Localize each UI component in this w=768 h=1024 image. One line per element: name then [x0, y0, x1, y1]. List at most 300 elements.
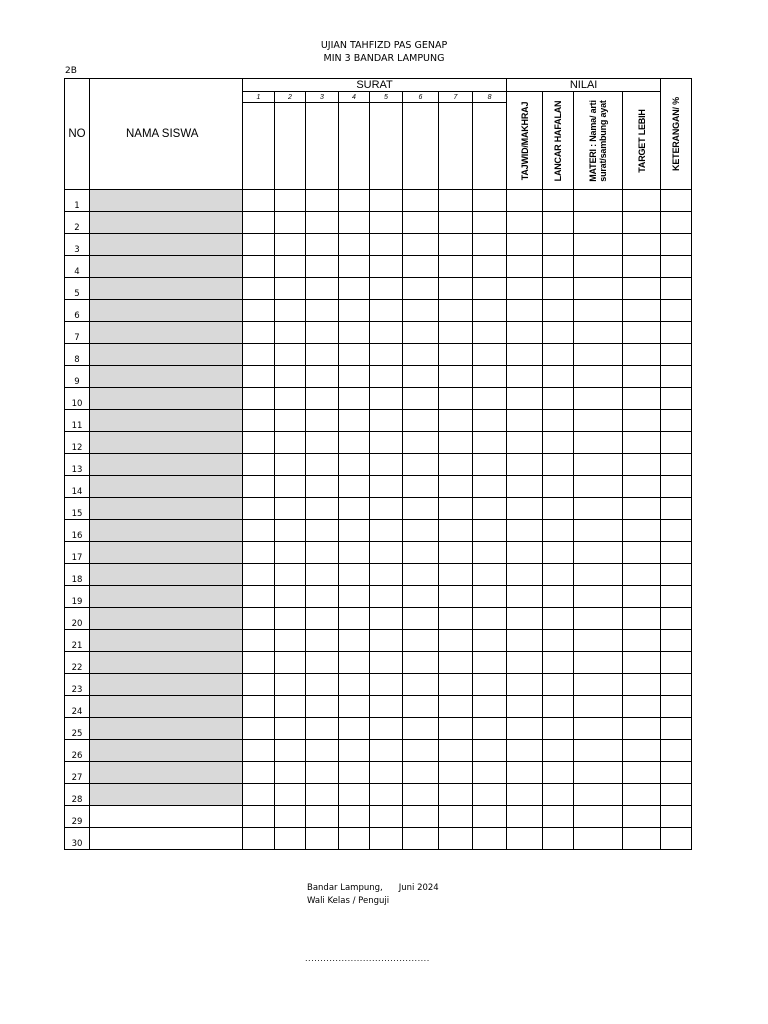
nilai-score-cell[interactable] [543, 410, 574, 432]
surat-score-cell[interactable] [439, 322, 473, 344]
surat-score-cell[interactable] [275, 806, 306, 828]
nilai-score-cell[interactable] [543, 762, 574, 784]
student-name-cell[interactable] [90, 344, 243, 366]
surat-score-cell[interactable] [275, 674, 306, 696]
surat-score-cell[interactable] [473, 454, 507, 476]
surat-score-cell[interactable] [306, 542, 339, 564]
keterangan-cell[interactable] [661, 366, 692, 388]
keterangan-cell[interactable] [661, 762, 692, 784]
nilai-score-cell[interactable] [543, 322, 574, 344]
nilai-score-cell[interactable] [574, 806, 623, 828]
keterangan-cell[interactable] [661, 674, 692, 696]
keterangan-cell[interactable] [661, 388, 692, 410]
surat-score-cell[interactable] [370, 696, 403, 718]
surat-score-cell[interactable] [439, 696, 473, 718]
surat-score-cell[interactable] [403, 630, 439, 652]
keterangan-cell[interactable] [661, 718, 692, 740]
keterangan-cell[interactable] [661, 234, 692, 256]
surat-score-cell[interactable] [370, 234, 403, 256]
surat-score-cell[interactable] [370, 718, 403, 740]
nilai-score-cell[interactable] [574, 630, 623, 652]
surat-score-cell[interactable] [370, 256, 403, 278]
nilai-score-cell[interactable] [507, 630, 543, 652]
surat-score-cell[interactable] [306, 652, 339, 674]
surat-score-cell[interactable] [306, 674, 339, 696]
surat-score-cell[interactable] [473, 608, 507, 630]
nilai-score-cell[interactable] [623, 520, 661, 542]
student-name-cell[interactable] [90, 564, 243, 586]
surat-score-cell[interactable] [370, 322, 403, 344]
nilai-score-cell[interactable] [574, 322, 623, 344]
keterangan-cell[interactable] [661, 454, 692, 476]
surat-score-cell[interactable] [243, 476, 275, 498]
surat-score-cell[interactable] [473, 784, 507, 806]
student-name-cell[interactable] [90, 410, 243, 432]
surat-score-cell[interactable] [370, 344, 403, 366]
nilai-score-cell[interactable] [507, 608, 543, 630]
surat-score-cell[interactable] [306, 388, 339, 410]
surat-score-cell[interactable] [339, 278, 370, 300]
nilai-score-cell[interactable] [623, 256, 661, 278]
nilai-score-cell[interactable] [623, 586, 661, 608]
surat-score-cell[interactable] [403, 608, 439, 630]
surat-score-cell[interactable] [403, 476, 439, 498]
surat-score-cell[interactable] [473, 542, 507, 564]
student-name-cell[interactable] [90, 696, 243, 718]
nilai-score-cell[interactable] [574, 652, 623, 674]
surat-score-cell[interactable] [306, 322, 339, 344]
surat-score-cell[interactable] [339, 806, 370, 828]
nilai-score-cell[interactable] [574, 256, 623, 278]
surat-score-cell[interactable] [275, 740, 306, 762]
surat-score-cell[interactable] [243, 234, 275, 256]
nilai-score-cell[interactable] [574, 190, 623, 212]
keterangan-cell[interactable] [661, 498, 692, 520]
surat-score-cell[interactable] [339, 696, 370, 718]
surat-score-cell[interactable] [473, 762, 507, 784]
surat-score-cell[interactable] [275, 366, 306, 388]
nilai-score-cell[interactable] [574, 586, 623, 608]
surat-score-cell[interactable] [403, 740, 439, 762]
student-name-cell[interactable] [90, 762, 243, 784]
surat-score-cell[interactable] [275, 828, 306, 850]
surat-score-cell[interactable] [473, 498, 507, 520]
surat-score-cell[interactable] [275, 454, 306, 476]
surat-score-cell[interactable] [243, 806, 275, 828]
nilai-score-cell[interactable] [543, 344, 574, 366]
nilai-score-cell[interactable] [543, 652, 574, 674]
nilai-score-cell[interactable] [574, 718, 623, 740]
surat-score-cell[interactable] [473, 190, 507, 212]
keterangan-cell[interactable] [661, 806, 692, 828]
nilai-score-cell[interactable] [574, 784, 623, 806]
surat-score-cell[interactable] [306, 520, 339, 542]
surat-score-cell[interactable] [439, 344, 473, 366]
surat-score-cell[interactable] [439, 256, 473, 278]
surat-score-cell[interactable] [339, 784, 370, 806]
surat-score-cell[interactable] [439, 608, 473, 630]
surat-score-cell[interactable] [306, 344, 339, 366]
nilai-score-cell[interactable] [543, 542, 574, 564]
nilai-score-cell[interactable] [574, 300, 623, 322]
surat-score-cell[interactable] [243, 784, 275, 806]
surat-score-cell[interactable] [243, 366, 275, 388]
surat-score-cell[interactable] [243, 322, 275, 344]
surat-score-cell[interactable] [306, 630, 339, 652]
surat-score-cell[interactable] [339, 520, 370, 542]
surat-score-cell[interactable] [473, 586, 507, 608]
nilai-score-cell[interactable] [507, 784, 543, 806]
nilai-score-cell[interactable] [623, 652, 661, 674]
surat-score-cell[interactable] [243, 828, 275, 850]
surat-score-cell[interactable] [339, 212, 370, 234]
surat-score-cell[interactable] [339, 432, 370, 454]
nilai-score-cell[interactable] [543, 674, 574, 696]
nilai-score-cell[interactable] [507, 322, 543, 344]
surat-score-cell[interactable] [403, 454, 439, 476]
surat-score-cell[interactable] [243, 520, 275, 542]
keterangan-cell[interactable] [661, 740, 692, 762]
surat-score-cell[interactable] [473, 256, 507, 278]
surat-score-cell[interactable] [370, 630, 403, 652]
surat-score-cell[interactable] [243, 410, 275, 432]
surat-score-cell[interactable] [370, 806, 403, 828]
nilai-score-cell[interactable] [507, 388, 543, 410]
surat-score-cell[interactable] [473, 696, 507, 718]
surat-score-cell[interactable] [275, 520, 306, 542]
surat-score-cell[interactable] [403, 652, 439, 674]
nilai-score-cell[interactable] [507, 542, 543, 564]
nilai-score-cell[interactable] [623, 212, 661, 234]
nilai-score-cell[interactable] [507, 740, 543, 762]
surat-score-cell[interactable] [306, 498, 339, 520]
nilai-score-cell[interactable] [507, 762, 543, 784]
surat-score-cell[interactable] [275, 476, 306, 498]
surat-score-cell[interactable] [243, 542, 275, 564]
student-name-cell[interactable] [90, 322, 243, 344]
nilai-score-cell[interactable] [543, 278, 574, 300]
surat-score-cell[interactable] [403, 762, 439, 784]
surat-score-cell[interactable] [439, 564, 473, 586]
nilai-score-cell[interactable] [574, 674, 623, 696]
nilai-score-cell[interactable] [623, 630, 661, 652]
keterangan-cell[interactable] [661, 586, 692, 608]
surat-score-cell[interactable] [306, 190, 339, 212]
surat-score-cell[interactable] [306, 762, 339, 784]
surat-score-cell[interactable] [339, 190, 370, 212]
surat-score-cell[interactable] [306, 300, 339, 322]
nilai-score-cell[interactable] [623, 278, 661, 300]
surat-score-cell[interactable] [275, 564, 306, 586]
surat-score-cell[interactable] [473, 410, 507, 432]
nilai-score-cell[interactable] [507, 674, 543, 696]
nilai-score-cell[interactable] [507, 278, 543, 300]
surat-score-cell[interactable] [473, 674, 507, 696]
surat-score-cell[interactable] [243, 432, 275, 454]
surat-score-cell[interactable] [403, 432, 439, 454]
nilai-score-cell[interactable] [507, 828, 543, 850]
nilai-score-cell[interactable] [623, 366, 661, 388]
surat-score-cell[interactable] [275, 322, 306, 344]
surat-score-cell[interactable] [439, 278, 473, 300]
surat-score-cell[interactable] [439, 234, 473, 256]
nilai-score-cell[interactable] [543, 366, 574, 388]
surat-score-cell[interactable] [275, 410, 306, 432]
surat-score-cell[interactable] [243, 454, 275, 476]
surat-score-cell[interactable] [403, 410, 439, 432]
surat-score-cell[interactable] [370, 652, 403, 674]
nilai-score-cell[interactable] [623, 322, 661, 344]
surat-score-cell[interactable] [439, 498, 473, 520]
nilai-score-cell[interactable] [543, 608, 574, 630]
surat-score-cell[interactable] [370, 388, 403, 410]
surat-score-cell[interactable] [473, 652, 507, 674]
surat-score-cell[interactable] [339, 718, 370, 740]
surat-score-cell[interactable] [306, 234, 339, 256]
nilai-score-cell[interactable] [543, 234, 574, 256]
surat-score-cell[interactable] [473, 300, 507, 322]
surat-score-cell[interactable] [370, 542, 403, 564]
surat-score-cell[interactable] [439, 784, 473, 806]
surat-score-cell[interactable] [403, 256, 439, 278]
nilai-score-cell[interactable] [574, 432, 623, 454]
nilai-score-cell[interactable] [574, 410, 623, 432]
surat-score-cell[interactable] [306, 718, 339, 740]
surat-score-cell[interactable] [243, 740, 275, 762]
surat-score-cell[interactable] [243, 630, 275, 652]
surat-score-cell[interactable] [473, 388, 507, 410]
nilai-score-cell[interactable] [507, 696, 543, 718]
surat-score-cell[interactable] [403, 542, 439, 564]
student-name-cell[interactable] [90, 520, 243, 542]
surat-score-cell[interactable] [306, 454, 339, 476]
nilai-score-cell[interactable] [543, 718, 574, 740]
keterangan-cell[interactable] [661, 652, 692, 674]
surat-score-cell[interactable] [306, 806, 339, 828]
nilai-score-cell[interactable] [574, 212, 623, 234]
surat-score-cell[interactable] [275, 388, 306, 410]
surat-score-cell[interactable] [243, 212, 275, 234]
surat-score-cell[interactable] [339, 300, 370, 322]
surat-score-cell[interactable] [370, 498, 403, 520]
nilai-score-cell[interactable] [543, 806, 574, 828]
surat-score-cell[interactable] [275, 784, 306, 806]
surat-score-cell[interactable] [275, 212, 306, 234]
nilai-score-cell[interactable] [507, 454, 543, 476]
keterangan-cell[interactable] [661, 300, 692, 322]
surat-score-cell[interactable] [243, 388, 275, 410]
nilai-score-cell[interactable] [574, 608, 623, 630]
nilai-score-cell[interactable] [507, 432, 543, 454]
surat-score-cell[interactable] [339, 608, 370, 630]
surat-score-cell[interactable] [439, 652, 473, 674]
surat-score-cell[interactable] [370, 564, 403, 586]
student-name-cell[interactable] [90, 432, 243, 454]
surat-score-cell[interactable] [275, 498, 306, 520]
surat-score-cell[interactable] [439, 190, 473, 212]
keterangan-cell[interactable] [661, 322, 692, 344]
surat-score-cell[interactable] [370, 454, 403, 476]
surat-score-cell[interactable] [243, 498, 275, 520]
keterangan-cell[interactable] [661, 542, 692, 564]
nilai-score-cell[interactable] [623, 564, 661, 586]
nilai-score-cell[interactable] [574, 696, 623, 718]
student-name-cell[interactable] [90, 828, 243, 850]
student-name-cell[interactable] [90, 608, 243, 630]
nilai-score-cell[interactable] [623, 828, 661, 850]
surat-score-cell[interactable] [439, 476, 473, 498]
surat-score-cell[interactable] [473, 520, 507, 542]
surat-score-cell[interactable] [473, 630, 507, 652]
keterangan-cell[interactable] [661, 696, 692, 718]
surat-score-cell[interactable] [439, 542, 473, 564]
surat-score-cell[interactable] [275, 608, 306, 630]
nilai-score-cell[interactable] [543, 586, 574, 608]
surat-score-cell[interactable] [339, 586, 370, 608]
surat-score-cell[interactable] [339, 740, 370, 762]
nilai-score-cell[interactable] [507, 652, 543, 674]
surat-score-cell[interactable] [275, 696, 306, 718]
surat-score-cell[interactable] [243, 696, 275, 718]
nilai-score-cell[interactable] [623, 498, 661, 520]
surat-score-cell[interactable] [243, 256, 275, 278]
keterangan-cell[interactable] [661, 190, 692, 212]
surat-score-cell[interactable] [339, 234, 370, 256]
surat-score-cell[interactable] [473, 322, 507, 344]
student-name-cell[interactable] [90, 652, 243, 674]
nilai-score-cell[interactable] [574, 762, 623, 784]
surat-score-cell[interactable] [370, 608, 403, 630]
surat-score-cell[interactable] [473, 278, 507, 300]
surat-score-cell[interactable] [339, 344, 370, 366]
nilai-score-cell[interactable] [543, 520, 574, 542]
surat-score-cell[interactable] [370, 300, 403, 322]
surat-score-cell[interactable] [473, 740, 507, 762]
surat-score-cell[interactable] [439, 454, 473, 476]
nilai-score-cell[interactable] [543, 696, 574, 718]
surat-score-cell[interactable] [403, 278, 439, 300]
surat-score-cell[interactable] [339, 454, 370, 476]
surat-score-cell[interactable] [275, 344, 306, 366]
surat-score-cell[interactable] [243, 344, 275, 366]
surat-score-cell[interactable] [370, 366, 403, 388]
surat-score-cell[interactable] [403, 696, 439, 718]
student-name-cell[interactable] [90, 718, 243, 740]
nilai-score-cell[interactable] [574, 366, 623, 388]
surat-score-cell[interactable] [439, 366, 473, 388]
nilai-score-cell[interactable] [507, 190, 543, 212]
keterangan-cell[interactable] [661, 278, 692, 300]
surat-score-cell[interactable] [370, 740, 403, 762]
surat-score-cell[interactable] [473, 344, 507, 366]
surat-score-cell[interactable] [243, 608, 275, 630]
surat-score-cell[interactable] [439, 762, 473, 784]
surat-score-cell[interactable] [370, 674, 403, 696]
surat-score-cell[interactable] [439, 740, 473, 762]
surat-score-cell[interactable] [403, 806, 439, 828]
surat-score-cell[interactable] [403, 498, 439, 520]
nilai-score-cell[interactable] [543, 388, 574, 410]
nilai-score-cell[interactable] [623, 608, 661, 630]
surat-score-cell[interactable] [339, 388, 370, 410]
surat-score-cell[interactable] [339, 498, 370, 520]
nilai-score-cell[interactable] [507, 212, 543, 234]
surat-score-cell[interactable] [439, 410, 473, 432]
surat-score-cell[interactable] [473, 234, 507, 256]
surat-score-cell[interactable] [473, 828, 507, 850]
surat-score-cell[interactable] [439, 388, 473, 410]
student-name-cell[interactable] [90, 498, 243, 520]
surat-score-cell[interactable] [370, 432, 403, 454]
student-name-cell[interactable] [90, 388, 243, 410]
nilai-score-cell[interactable] [543, 784, 574, 806]
surat-score-cell[interactable] [306, 784, 339, 806]
surat-score-cell[interactable] [275, 718, 306, 740]
surat-score-cell[interactable] [243, 674, 275, 696]
surat-score-cell[interactable] [243, 190, 275, 212]
surat-score-cell[interactable] [439, 520, 473, 542]
nilai-score-cell[interactable] [574, 388, 623, 410]
nilai-score-cell[interactable] [574, 542, 623, 564]
surat-score-cell[interactable] [370, 476, 403, 498]
surat-score-cell[interactable] [275, 234, 306, 256]
nilai-score-cell[interactable] [543, 630, 574, 652]
surat-score-cell[interactable] [439, 432, 473, 454]
nilai-score-cell[interactable] [543, 828, 574, 850]
nilai-score-cell[interactable] [623, 542, 661, 564]
surat-score-cell[interactable] [339, 564, 370, 586]
nilai-score-cell[interactable] [507, 300, 543, 322]
nilai-score-cell[interactable] [543, 212, 574, 234]
nilai-score-cell[interactable] [507, 564, 543, 586]
nilai-score-cell[interactable] [543, 476, 574, 498]
surat-score-cell[interactable] [439, 300, 473, 322]
surat-score-cell[interactable] [339, 366, 370, 388]
surat-score-cell[interactable] [339, 322, 370, 344]
student-name-cell[interactable] [90, 740, 243, 762]
surat-score-cell[interactable] [403, 212, 439, 234]
surat-score-cell[interactable] [243, 762, 275, 784]
surat-score-cell[interactable] [339, 674, 370, 696]
surat-score-cell[interactable] [243, 586, 275, 608]
surat-score-cell[interactable] [439, 828, 473, 850]
surat-score-cell[interactable] [306, 410, 339, 432]
nilai-score-cell[interactable] [543, 740, 574, 762]
surat-score-cell[interactable] [439, 630, 473, 652]
nilai-score-cell[interactable] [623, 784, 661, 806]
keterangan-cell[interactable] [661, 828, 692, 850]
surat-score-cell[interactable] [306, 256, 339, 278]
nilai-score-cell[interactable] [623, 454, 661, 476]
surat-score-cell[interactable] [473, 476, 507, 498]
surat-score-cell[interactable] [403, 586, 439, 608]
nilai-score-cell[interactable] [623, 806, 661, 828]
nilai-score-cell[interactable] [574, 476, 623, 498]
surat-score-cell[interactable] [275, 586, 306, 608]
nilai-score-cell[interactable] [623, 190, 661, 212]
surat-score-cell[interactable] [403, 718, 439, 740]
keterangan-cell[interactable] [661, 630, 692, 652]
nilai-score-cell[interactable] [623, 300, 661, 322]
student-name-cell[interactable] [90, 366, 243, 388]
student-name-cell[interactable] [90, 234, 243, 256]
surat-score-cell[interactable] [403, 322, 439, 344]
surat-score-cell[interactable] [370, 278, 403, 300]
nilai-score-cell[interactable] [507, 520, 543, 542]
surat-score-cell[interactable] [339, 828, 370, 850]
nilai-score-cell[interactable] [623, 762, 661, 784]
nilai-score-cell[interactable] [623, 410, 661, 432]
